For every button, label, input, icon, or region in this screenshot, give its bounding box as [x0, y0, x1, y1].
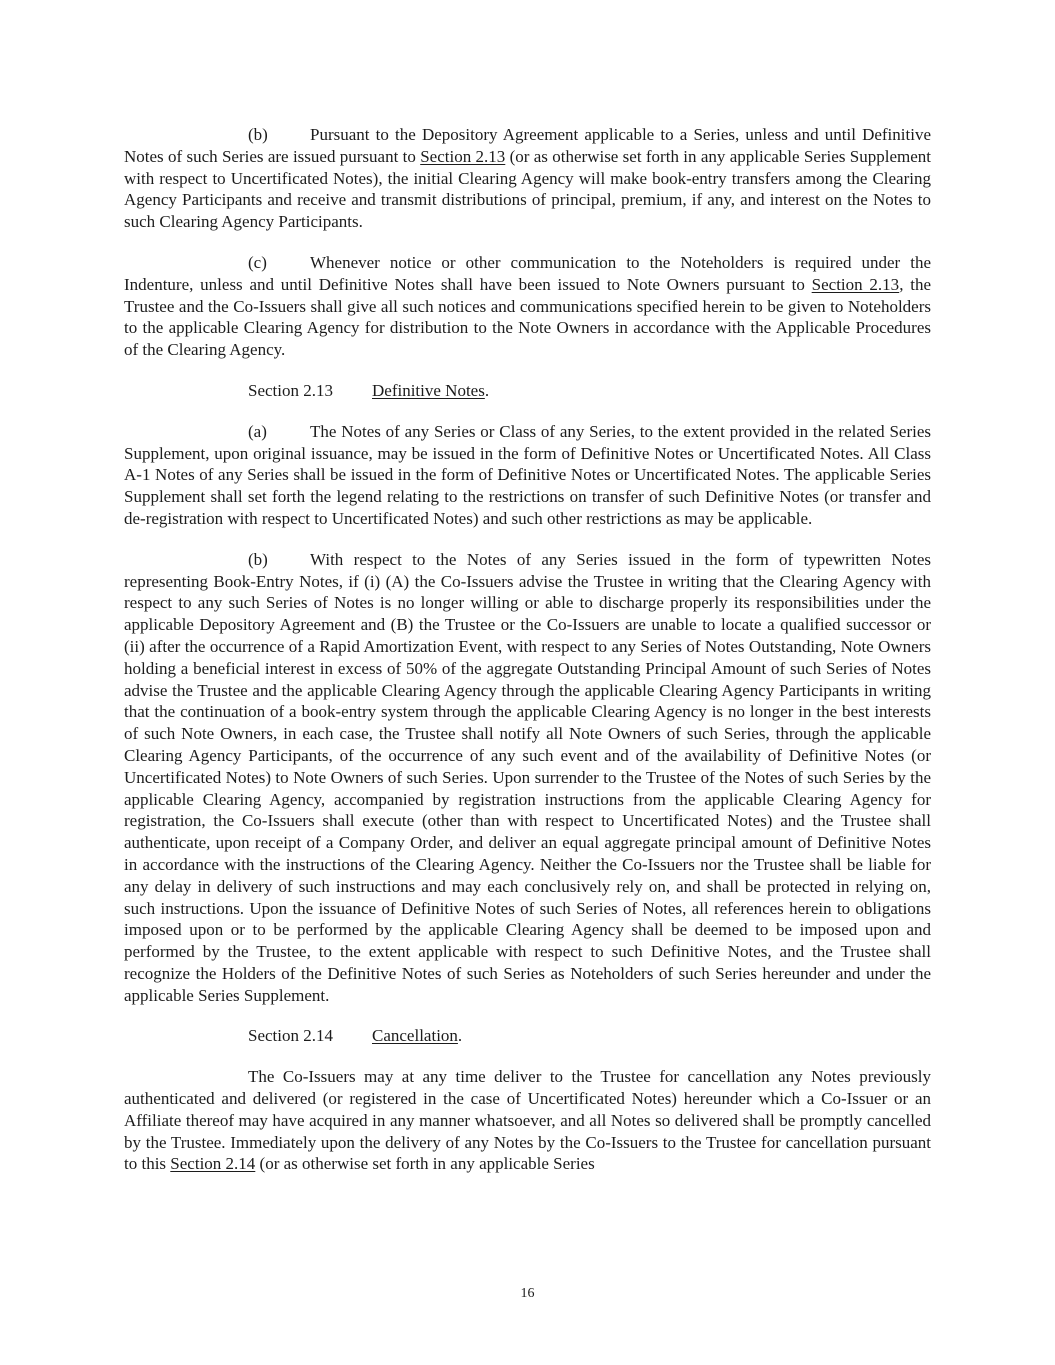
paragraph-cancellation — [124, 1066, 931, 1175]
section-title: Definitive Notes — [372, 380, 485, 400]
paragraph-text: Whenever notice or other communication to the Noteholders is required under the Indenture, unless and until Definitive Notes shall have been issued to Note Owners pursuant to — [124, 252, 931, 294]
section-reference-link[interactable]: Section 2.13 — [420, 146, 506, 166]
section-title-period: . — [457, 1026, 463, 1046]
paragraph-c-notices — [124, 252, 931, 361]
paragraph-text: (or as otherwise set forth in any applicable Series Supplement with respect to Uncertificated Notes), the initial Clearing Agency will make book-entry transfers among the Clearing Agency Participants and receive and transmit distributions of principal, premium, if any, and interest on the Notes to such Clearing Agency Participants. — [124, 146, 931, 232]
section-reference-link[interactable]: Section 2.13 — [811, 274, 900, 294]
paragraph-b-depository — [124, 124, 931, 233]
paragraph-text: With respect to the Notes of any Series issued in the form of typewritten Notes representing Book-Entry Notes, if (i) (A) the Co-Issuers advise the Trustee in writing that the Clearing Agency with respect to any such Series of Notes is no longer willing or able to discharge properly its responsibilities under the applicable Depository Agreement and (B) the Trustee or the Co-Issuers are unable to locate a qualified successor or (ii) after the occurrence of a Rapid Amortization Event, with respect to any Series of Notes Outstanding, Note Owners holding a beneficial interest in excess of 50% of the aggregate Outstanding Principal Amount of such Series of Notes advise the Trustee and the applicable Clearing Agency through the applicable Clearing Agency Participants in writing that the continuation of a book-entry system through the applicable Clearing Agency is no longer in the best interests of such Note Owners, in each case, the Trustee shall notify all Note Owners of such Series, through the applicable Clearing Agency Participants, of the occurrence of any such event and of the availability of Definitive Notes (or Uncertificated Notes) to Note Owners of such Series. Upon surrender to the Trustee of the Notes of such Series by the applicable Clearing Agency, accompanied by registration instructions from the applicable Clearing Agency for registration, the Co-Issuers shall execute (other than with respect to Uncertificated Notes) and the Trustee shall authenticate, upon receipt of a Company Order, and deliver an equal aggregate principal amount of Definitive Notes in accordance with the instructions of the Clearing Agency. Neither the Co-Issuers nor the Trustee shall be liable for any delay in delivery of such instructions and may each conclusively rely on, and shall be protected in relying on, such instructions. Upon the issuance of Definitive Notes of such Series of Notes, all references herein to obligations imposed upon or to be performed by the applicable Clearing Agency shall be deemed to be imposed upon and performed by the Trustee, to the extent applicable with respect to such Definitive Notes, and the Trustee shall recognize the Holders of the Definitive Notes of such Series as Noteholders of such Series hereunder and under the applicable Series Supplement. — [124, 549, 931, 1005]
paragraph-text: Pursuant to the Depository Agreement applicable to a Series, unless and until Definitive Notes of such Series are issued pursuant to — [124, 125, 931, 166]
paragraph-label: (b) — [248, 125, 268, 144]
paragraph-text: (or as otherwise set forth in any applicable Series — [255, 1154, 595, 1174]
paragraph-b-book-entry — [124, 549, 931, 1007]
section-title: Cancellation — [372, 1026, 458, 1046]
section-number: Section 2.14 — [248, 1026, 333, 1046]
section-heading-2-14 — [124, 1025, 931, 1047]
paragraph-a-definitive-notes — [124, 421, 931, 530]
section-reference-link[interactable]: Section 2.14 — [170, 1154, 256, 1174]
document-body — [124, 124, 931, 1194]
section-title-period: . — [484, 380, 490, 400]
page-number: 16 — [520, 1286, 535, 1301]
section-heading-2-13 — [124, 380, 931, 402]
paragraph-label: (b) — [248, 549, 268, 569]
paragraph-text: The Notes of any Series or Class of any Series, to the extent provided in the related Series Supplement, upon original issuance, may be issued in the form of Definitive Notes or Uncertificated Notes. All Class A-1 Notes of any Series shall be issued in the form of Definitive Notes or Uncertificated Notes. The applicable Series Supplement shall set forth the legend relating to the restrictions on transfer of such Definitive Notes (or transfer and de-registration with respect to Uncertificated Notes) and such other restrictions as may be applicable. — [124, 421, 931, 528]
paragraph-label: (c) — [248, 252, 267, 272]
paragraph-text: , the Trustee and the Co-Issuers shall give all such notices and communications specified herein to be given to Noteholders to the applicable Clearing Agency for distribution to the Note Owners in accordance with the Applicable Procedures of the Clearing Agency. — [124, 274, 931, 360]
section-number: Section 2.13 — [248, 380, 333, 400]
paragraph-label: (a) — [248, 421, 267, 441]
paragraph-text: The Co-Issuers may at any time deliver to the Trustee for cancellation any Notes previously authenticated and delivered (or registered in the case of Uncertificated Notes) hereunder which a Co-Issuer or an Affiliate thereof may have acquired in any manner whatsoever, and all Notes so delivered shall be promptly cancelled by the Trustee. Immediately upon the delivery of any Notes by the Co-Issuers to the Trustee for cancellation pursuant to this — [124, 1067, 931, 1174]
